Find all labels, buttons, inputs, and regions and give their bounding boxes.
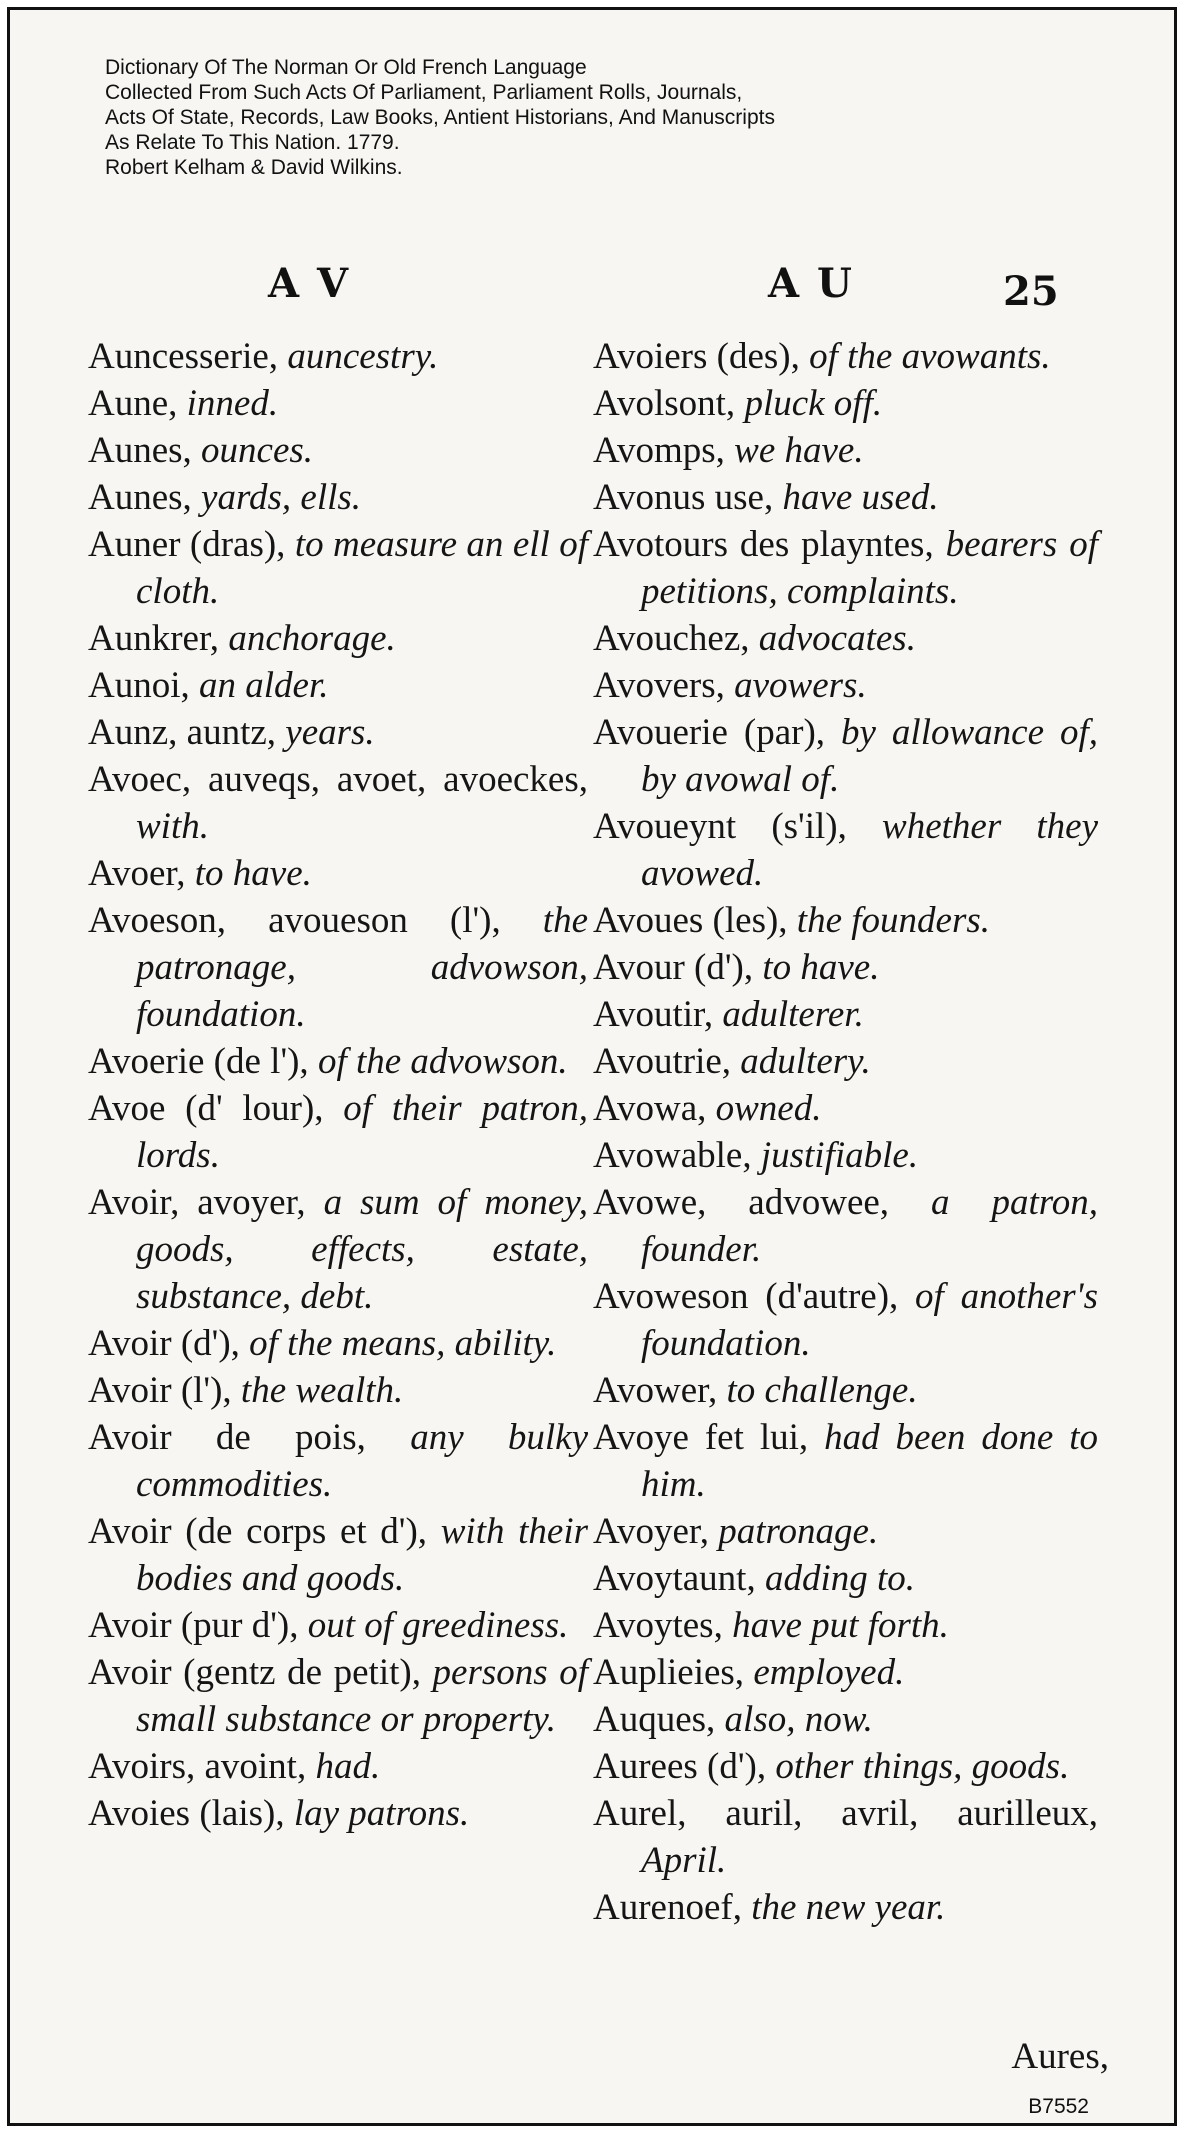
dictionary-entry	[593, 709, 1098, 803]
headword: Auner (dras),	[88, 524, 286, 565]
title-line: Dictionary Of The Norman Or Old French Language	[105, 56, 587, 79]
definition: to have.	[194, 853, 312, 894]
headword: Avoir (de corps et d'),	[88, 1511, 428, 1552]
definition: adding to.	[764, 1558, 916, 1599]
definition: with their bodies and goods.	[136, 1511, 589, 1599]
headword: Avowa,	[593, 1088, 707, 1129]
dictionary-entry	[593, 380, 1098, 427]
dictionary-entry	[88, 1743, 588, 1790]
headword: Avoutir,	[593, 994, 714, 1035]
headword: Aunes,	[88, 477, 192, 518]
definition: years.	[285, 712, 375, 753]
dictionary-entry	[88, 897, 588, 1038]
headword: Avoytes,	[593, 1605, 723, 1646]
dictionary-entry	[88, 1649, 588, 1743]
dictionary-entry	[593, 1273, 1098, 1367]
dictionary-entry	[88, 1179, 588, 1320]
headword: Avoec, auveqs, avoet, avoeckes,	[88, 759, 588, 800]
definition: an alder.	[199, 665, 329, 706]
dictionary-entry	[88, 521, 588, 615]
dictionary-entry	[593, 991, 1098, 1038]
dictionary-entry	[593, 1085, 1098, 1132]
definition: have put forth.	[732, 1605, 949, 1646]
dictionary-entry	[593, 662, 1098, 709]
definition: yards, ells.	[201, 477, 362, 518]
dictionary-entry	[593, 1743, 1098, 1790]
definition: the wealth.	[240, 1370, 404, 1411]
definition: lay patrons.	[293, 1793, 470, 1834]
headword: Avoies (lais),	[88, 1793, 285, 1834]
dictionary-entry	[593, 427, 1098, 474]
dictionary-entry	[88, 427, 588, 474]
dictionary-entry	[593, 333, 1098, 380]
dictionary-entry	[88, 1414, 588, 1508]
headword: Avoerie (de l'),	[88, 1041, 309, 1082]
headword: Avoeson, avoueson (l'),	[88, 900, 501, 941]
definition: anchorage.	[228, 618, 396, 659]
definition: inned.	[186, 383, 279, 424]
definition: bearers of petitions, complaints.	[641, 524, 1098, 612]
reference-id: B7552	[1028, 2095, 1089, 2118]
dictionary-entry	[593, 1790, 1098, 1884]
dictionary-entry	[88, 1038, 588, 1085]
title-block	[105, 55, 1105, 180]
headword: Avoytaunt,	[593, 1558, 756, 1599]
headword: Avoer,	[88, 853, 186, 894]
headword: Avoir (gentz de petit),	[88, 1652, 421, 1693]
headword: Avoir de pois,	[88, 1417, 366, 1458]
dictionary-entry	[88, 662, 588, 709]
document-page	[7, 7, 1177, 2126]
headword: Avour (d'),	[593, 947, 754, 988]
headword: Aurel, auril, avril, aurilleux,	[593, 1793, 1098, 1834]
definition: to challenge.	[726, 1370, 918, 1411]
headword: Avoir (pur d'),	[88, 1605, 299, 1646]
dictionary-entry	[88, 709, 588, 756]
headword: Aunkrer,	[88, 618, 220, 659]
definition: the patronage, advowson, foundation.	[136, 900, 588, 1035]
definition: by allowance of, by avowal of.	[641, 712, 1098, 800]
headword: Aunz, auntz,	[88, 712, 277, 753]
right-column	[593, 333, 1098, 1931]
definition: other things, goods.	[775, 1746, 1070, 1787]
dictionary-entry	[593, 1602, 1098, 1649]
headword: Avoe (d' lour),	[88, 1088, 324, 1129]
dictionary-entry	[88, 850, 588, 897]
definition: owned.	[715, 1088, 822, 1129]
definition: of their patron, lords.	[136, 1088, 589, 1176]
dictionary-entry	[593, 1132, 1098, 1179]
dictionary-entry	[88, 756, 588, 850]
dictionary-entry	[593, 1884, 1098, 1931]
headword: Avolsont,	[593, 383, 736, 424]
definition: whether they avowed.	[641, 806, 1098, 894]
title-line: Acts Of State, Records, Law Books, Antient Historians, And Manuscripts	[105, 106, 775, 129]
title-line: As Relate To This Nation. 1779.	[105, 131, 400, 154]
definition: also, now.	[724, 1699, 873, 1740]
definition: April.	[641, 1840, 727, 1881]
definition: of another's foundation.	[641, 1276, 1098, 1364]
dictionary-entry	[593, 944, 1098, 991]
headword: Avoueynt (s'il),	[593, 806, 847, 847]
headword: Avovers,	[593, 665, 725, 706]
title-line: Collected From Such Acts Of Parliament, Parliament Rolls, Journals,	[105, 81, 743, 104]
headword: Avotours des playntes,	[593, 524, 934, 565]
headword: Avower,	[593, 1370, 718, 1411]
headword: Auplieies,	[593, 1652, 745, 1693]
definition: auncestry.	[287, 336, 439, 377]
definition: we have.	[734, 430, 864, 471]
headword: Avomps,	[593, 430, 725, 471]
definition: avowers.	[734, 665, 867, 706]
headword: Avonus use,	[593, 477, 774, 518]
headword: Avoweson (d'autre),	[593, 1276, 899, 1317]
dictionary-entry	[88, 1367, 588, 1414]
dictionary-entry	[593, 1508, 1098, 1555]
headword: Aunoi,	[88, 665, 190, 706]
dictionary-entry	[88, 1085, 588, 1179]
definition: had been done to him.	[641, 1417, 1098, 1505]
headword: Avoirs, avoint,	[88, 1746, 307, 1787]
dictionary-entry	[88, 1508, 588, 1602]
definition: have used.	[782, 477, 939, 518]
definition: employed.	[753, 1652, 905, 1693]
definition: a patron, founder.	[641, 1182, 1098, 1270]
definition: advocates.	[758, 618, 916, 659]
definition: any bulky commodities.	[136, 1417, 589, 1505]
dictionary-entry	[88, 1602, 588, 1649]
definition: a sum of money, goods, effects, estate, substance, debt.	[136, 1182, 588, 1317]
definition: justifiable.	[760, 1135, 919, 1176]
headword: Aunes,	[88, 430, 192, 471]
definition: pluck off.	[744, 383, 883, 424]
headword: Aurenoef,	[593, 1887, 742, 1928]
definition: to measure an ell of cloth.	[136, 524, 589, 612]
dictionary-entry	[88, 1790, 588, 1837]
headword: Avoiers (des),	[593, 336, 800, 377]
definition: ounces.	[201, 430, 314, 471]
dictionary-entry	[593, 897, 1098, 944]
headword: Auques,	[593, 1699, 716, 1740]
definition: of the means, ability.	[249, 1323, 557, 1364]
headword: Avowable,	[593, 1135, 752, 1176]
definition: had.	[315, 1746, 381, 1787]
definition: patronage.	[718, 1511, 879, 1552]
running-head-right: A U	[768, 260, 854, 307]
definition: adultery.	[740, 1041, 871, 1082]
dictionary-entry	[593, 1414, 1098, 1508]
definition: of the avowants.	[809, 336, 1051, 377]
dictionary-entry	[88, 1320, 588, 1367]
headword: Avoyer,	[593, 1511, 709, 1552]
headword: Avowe, advowee,	[593, 1182, 890, 1223]
dictionary-entry	[593, 1367, 1098, 1414]
author-line: Robert Kelham & David Wilkins.	[105, 156, 403, 179]
headword: Avoye fet lui,	[593, 1417, 809, 1458]
definition: the founders.	[796, 900, 990, 941]
running-head-left: A V	[268, 260, 350, 307]
definition: out of greediness.	[307, 1605, 569, 1646]
dictionary-entry	[593, 615, 1098, 662]
headword: Avoir (l'),	[88, 1370, 232, 1411]
dictionary-entry	[88, 615, 588, 662]
definition: with.	[136, 806, 209, 847]
dictionary-entry	[593, 1555, 1098, 1602]
definition: to have.	[762, 947, 880, 988]
definition: of the advowson.	[317, 1041, 568, 1082]
definition: the new year.	[751, 1887, 946, 1928]
page-number: 25	[1003, 268, 1059, 315]
headword: Auncesserie,	[88, 336, 279, 377]
dictionary-entry	[593, 803, 1098, 897]
headword: Aune,	[88, 383, 178, 424]
dictionary-entry	[593, 474, 1098, 521]
dictionary-entry	[593, 1179, 1098, 1273]
headword: Avouerie (par),	[593, 712, 826, 753]
headword: Aurees (d'),	[593, 1746, 767, 1787]
dictionary-entry	[88, 474, 588, 521]
headword: Avouchez,	[593, 618, 750, 659]
headword: Avoues (les),	[593, 900, 788, 941]
dictionary-entry	[593, 1649, 1098, 1696]
definition: adulterer.	[722, 994, 864, 1035]
dictionary-entry	[88, 380, 588, 427]
catchword: Aures,	[1011, 2036, 1109, 2077]
headword: Avoir, avoyer,	[88, 1182, 306, 1223]
dictionary-entry	[593, 1038, 1098, 1085]
headword: Avoutrie,	[593, 1041, 732, 1082]
definition: persons of small substance or property.	[136, 1652, 588, 1740]
dictionary-entry	[593, 521, 1098, 615]
dictionary-entry	[593, 1696, 1098, 1743]
left-column	[88, 333, 588, 1837]
headword: Avoir (d'),	[88, 1323, 240, 1364]
dictionary-entry	[88, 333, 588, 380]
